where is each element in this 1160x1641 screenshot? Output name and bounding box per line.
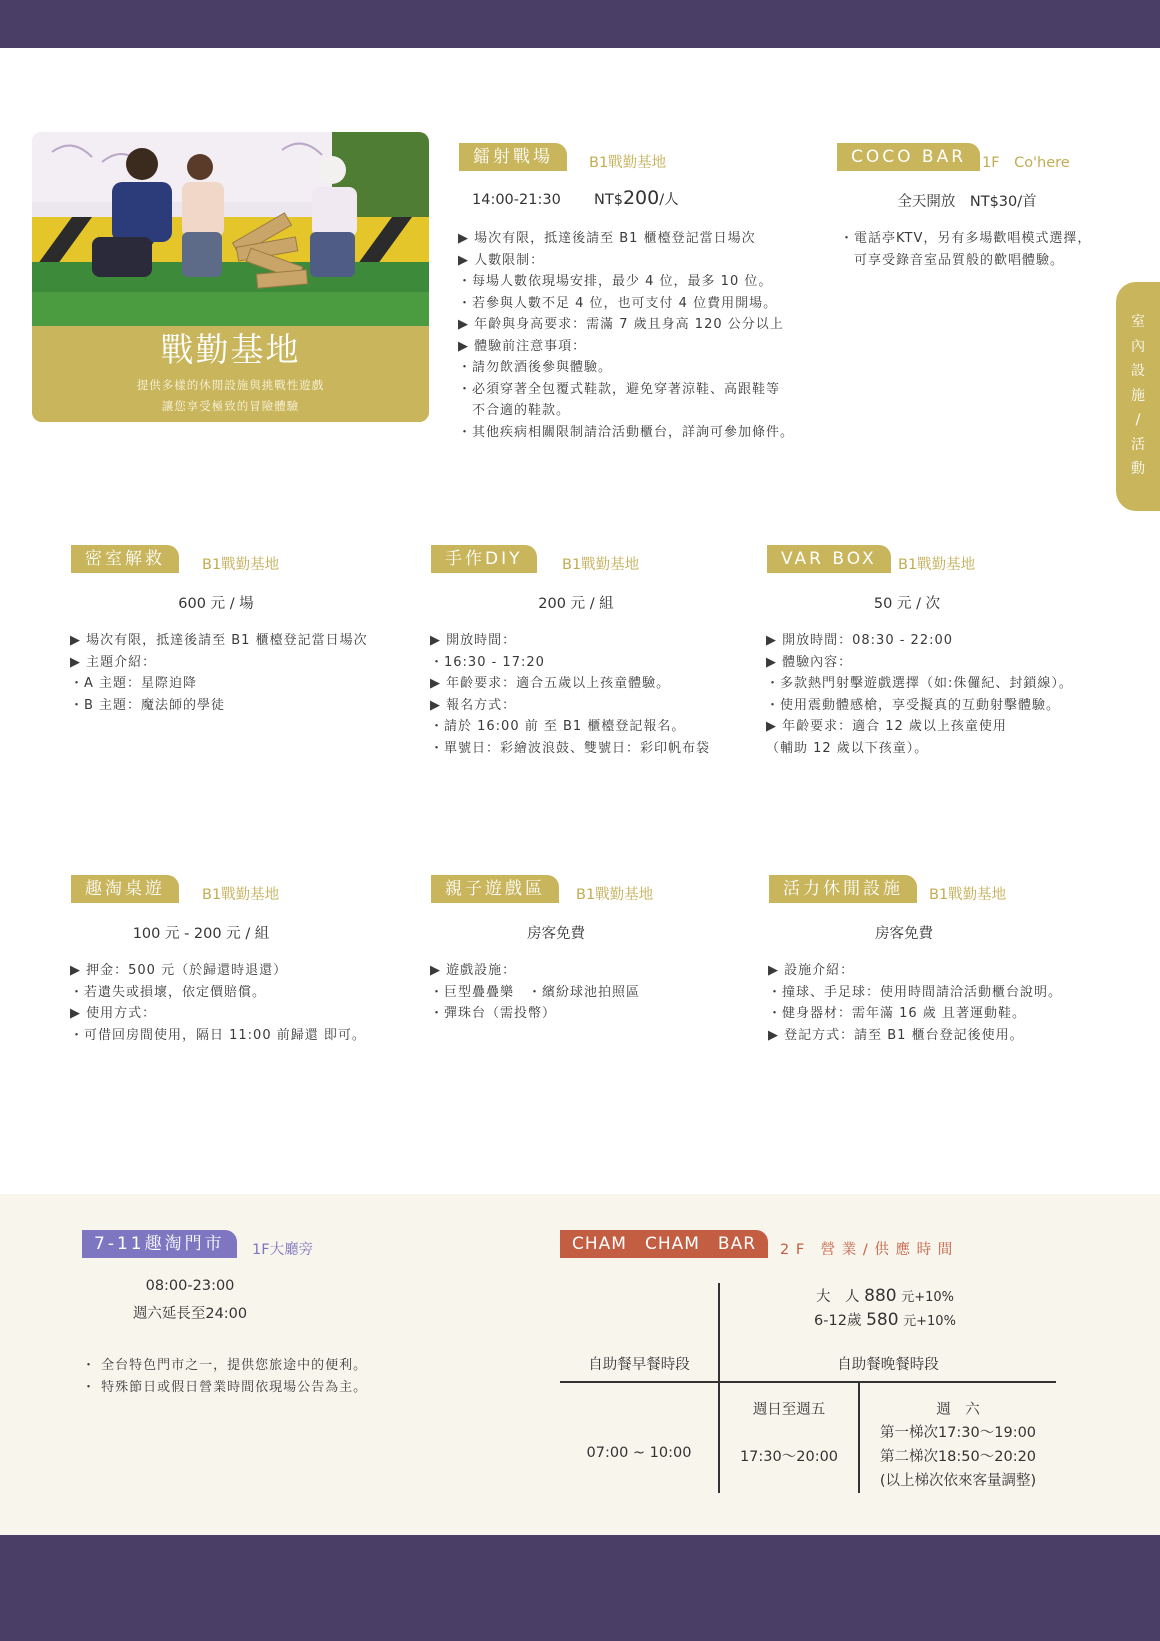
- list-item: ・多款熱門射擊遊戲選擇（如:侏儸紀、封鎖線）。: [766, 676, 1073, 691]
- escape-tab: 密室解救: [71, 545, 179, 573]
- side-label-char: 動: [1131, 461, 1145, 477]
- child-label: 6-12歲: [814, 1313, 862, 1329]
- hero-title: 戰勤基地: [160, 330, 301, 369]
- escape-info-list: [70, 630, 368, 716]
- laser-price-unit: /人: [659, 192, 679, 208]
- hero-card: [32, 132, 429, 422]
- coco-price: 全天開放 NT$30/首: [897, 194, 1037, 210]
- list-item: ・A 主題：星際迫降: [70, 676, 198, 691]
- boardgame-location: B1戰勤基地: [202, 887, 280, 903]
- diy-info-list: [430, 630, 710, 759]
- list-item: ・B 主題：魔法師的學徒: [70, 697, 226, 713]
- saturday-second-session: 第二梯次18:50～20:20: [879, 1449, 1037, 1465]
- laser-info-list: [458, 228, 794, 443]
- leisure-location: B1戰勤基地: [929, 887, 1007, 903]
- list-item: ▶ 押金：500 元（於歸還時退還）: [70, 963, 288, 978]
- list-item: ・ 全台特色門市之一，提供您旅途中的便利。: [82, 1358, 368, 1373]
- list-item: ・可借回房間使用，隔日 11:00 前歸還 即可。: [70, 1027, 366, 1043]
- list-item: 可享受錄音室品質般的歡唱體驗。: [840, 252, 1065, 268]
- chambar-hours-label: 2 F 營 業 / 供 應 時 間: [780, 1242, 954, 1258]
- saturday-note: (以上梯次依來客量調整): [879, 1473, 1037, 1489]
- coco-tab: COCO BAR: [837, 143, 980, 171]
- side-label-char: 內: [1131, 338, 1145, 355]
- chambar-tab: CHAM CHAM BAR: [560, 1230, 768, 1258]
- breakfast-time: 07:00 ~ 10:00: [586, 1445, 692, 1461]
- list-item: ・請於 16:00 前 至 B1 櫃檯登記報名。: [430, 719, 686, 734]
- side-category-label: [1116, 310, 1160, 482]
- boardgame-tab: 趣淘桌遊: [71, 875, 179, 903]
- kids-location: B1戰勤基地: [576, 887, 654, 903]
- saturday-first-session: 第一梯次17:30～19:00: [879, 1425, 1037, 1441]
- list-item: （輔助 12 歲以下孩童）。: [766, 740, 929, 756]
- side-category-tab[interactable]: [1116, 282, 1160, 511]
- child-price-line: [720, 1309, 1050, 1330]
- adult-label: 大 人: [816, 1289, 860, 1305]
- list-item: ▶ 場次有限，抵達後請至 B1 櫃檯登記當日場次: [70, 633, 368, 648]
- laser-price-prefix: NT$: [594, 192, 623, 208]
- list-item: ・16:30 - 17:20: [430, 654, 545, 670]
- laser-location: B1戰勤基地: [589, 155, 667, 171]
- side-label-char: 施: [1131, 387, 1145, 404]
- varbox-info-list: [766, 630, 1073, 759]
- escape-price: 600 元 / 場: [178, 596, 254, 612]
- list-item: ▶ 遊戲設施：: [430, 963, 517, 978]
- laser-price-line: [472, 187, 679, 209]
- list-item: 不合適的鞋款。: [458, 403, 571, 418]
- list-item: ・其他疾病相關限制請洽活動櫃台，詳詢可參加條件。: [458, 424, 795, 440]
- kids-tab: 親子遊戲區: [431, 875, 559, 903]
- list-item: ▶ 開放時間：: [430, 633, 517, 648]
- laser-tab: 鐳射戰場: [459, 143, 567, 171]
- list-item: ・請勿飲酒後參與體驗。: [458, 360, 613, 375]
- boardgame-info-list: [70, 960, 366, 1046]
- list-item: ・健身器材：需年滿 16 歲 且著運動鞋。: [768, 1006, 1026, 1021]
- list-item: ▶ 報名方式：: [430, 697, 517, 713]
- adult-suffix: 元+10%: [901, 1290, 954, 1305]
- list-item: ▶ 主題介紹：: [70, 654, 157, 670]
- diy-location: B1戰勤基地: [562, 557, 640, 573]
- hero-subtitle-line1: 提供多樣的休閒設施與挑戰性遊戲: [136, 378, 325, 392]
- list-item: ▶ 設施介紹：: [768, 963, 855, 978]
- child-suffix: 元+10%: [903, 1314, 956, 1329]
- breakfast-header: 自助餐早餐時段: [588, 1357, 690, 1373]
- list-item: ▶ 開放時間：08:30 - 22:00: [766, 633, 954, 648]
- dinner-header: 自助餐晚餐時段: [837, 1357, 939, 1373]
- list-item: ・彈珠台（需投幣）: [430, 1006, 557, 1021]
- leisure-tab: 活力休閒設施: [769, 875, 917, 903]
- list-item: ▶ 體驗前注意事項：: [458, 338, 587, 354]
- boardgame-price: 100 元 - 200 元 / 組: [132, 926, 270, 942]
- side-label-char: /: [1135, 412, 1141, 428]
- side-label-char: 設: [1131, 363, 1145, 379]
- list-item: ・若參與人數不足 4 位，也可支付 4 位費用開場。: [458, 295, 778, 311]
- varbox-price: 50 元 / 次: [873, 596, 941, 612]
- table-divider-horizontal: [560, 1381, 1056, 1383]
- list-item: ・每場人數依現場安排，最少 4 位，最多 10 位。: [458, 274, 773, 289]
- store-hours: 08:00-23:00: [145, 1278, 235, 1294]
- laser-price-num: 200: [622, 187, 660, 209]
- list-item: ▶ 年齡要求：適合 12 歲以上孩童使用: [766, 719, 1007, 734]
- list-item: ・使用震動體感槍，享受擬真的互動射擊體驗。: [766, 697, 1061, 713]
- top-banner: [0, 0, 1160, 48]
- list-item: ・必須穿著全包覆式鞋款，避免穿著涼鞋、高跟鞋等: [458, 381, 781, 397]
- adult-price-line: [720, 1285, 1050, 1306]
- side-label-char: 室: [1131, 314, 1145, 330]
- varbox-location: B1戰勤基地: [898, 557, 976, 573]
- list-item: ▶ 年齡要求：適合五歲以上孩童體驗。: [430, 676, 671, 691]
- store-tab: 7-11趣淘門市: [82, 1230, 237, 1258]
- list-item: ・單號日：彩繪波浪鼓、雙號日：彩印帆布袋: [430, 740, 711, 756]
- store-saturday-hours: 週六延長至24:00: [132, 1306, 248, 1322]
- saturday-header: 週 六: [936, 1402, 980, 1418]
- diy-price: 200 元 / 組: [538, 596, 614, 612]
- store-info-list: [82, 1355, 367, 1398]
- list-item: ・撞球、手足球：使用時間請洽活動櫃台說明。: [768, 984, 1063, 1000]
- list-item: ▶ 使用方式：: [70, 1006, 157, 1021]
- bottom-banner: [0, 1535, 1160, 1641]
- weekday-dinner-time: 17:30～20:00: [739, 1449, 839, 1465]
- list-item: ・ 特殊節日或假日營業時間依現場公告為主。: [82, 1379, 368, 1395]
- list-item: ・巨型疊疊樂 ・繽紛球池拍照區: [430, 984, 641, 1000]
- list-item: ▶ 年齡與身高要求：需滿 7 歲且身高 120 公分以上: [458, 317, 784, 332]
- leisure-price: 房客免費: [875, 926, 933, 942]
- list-item: ・若遺失或損壞，依定價賠償。: [70, 984, 267, 1000]
- hero-subtitle-line2: 讓您享受極致的冒險體驗: [161, 399, 300, 413]
- coco-location: 1F Co'here: [982, 155, 1070, 171]
- kids-price: 房客免費: [527, 926, 585, 942]
- store-location: 1F大廳旁: [252, 1242, 314, 1258]
- list-item: ▶ 人數限制：: [458, 252, 545, 268]
- diy-tab: 手作DIY: [431, 545, 537, 573]
- list-item: ▶ 登記方式：請至 B1 櫃台登記後使用。: [768, 1027, 1024, 1043]
- adult-price: 880: [864, 1286, 897, 1306]
- escape-location: B1戰勤基地: [202, 557, 280, 573]
- side-label-char: 活: [1131, 436, 1145, 453]
- weekday-header: 週日至週五: [752, 1402, 826, 1418]
- list-item: ・電話亭KTV，另有多場歡唱模式選擇，: [840, 231, 1092, 246]
- leisure-info-list: [768, 960, 1062, 1046]
- coco-info-list: [840, 228, 1091, 271]
- varbox-tab: VAR BOX: [767, 545, 891, 573]
- list-item: ▶ 場次有限，抵達後請至 B1 櫃檯登記當日場次: [458, 231, 756, 246]
- kids-info-list: [430, 960, 640, 1025]
- list-item: ▶ 體驗內容：: [766, 654, 853, 670]
- child-price: 580: [866, 1310, 899, 1330]
- laser-time: 14:00-21:30: [472, 192, 561, 208]
